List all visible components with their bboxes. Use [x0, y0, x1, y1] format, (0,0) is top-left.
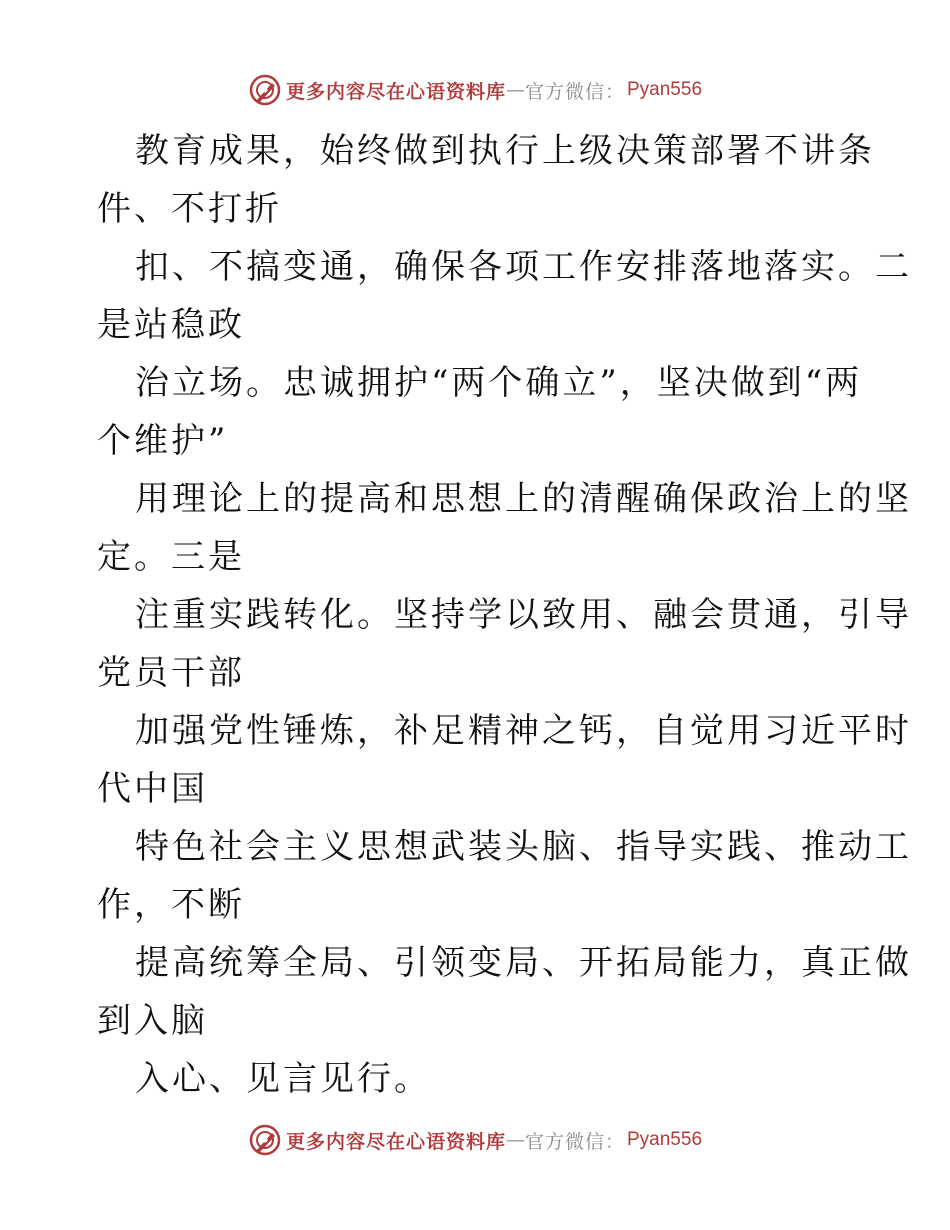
document-body	[97, 122, 912, 1108]
body-line: 教育成果，始终做到执行上级决策部署不讲条	[135, 131, 875, 171]
body-line: 个维护”	[97, 421, 229, 461]
watermark-wechat-id: Pyan556	[627, 79, 703, 100]
footer-watermark	[0, 1120, 950, 1160]
body-line: 定。三是	[97, 537, 245, 577]
body-line: 用理论上的提高和思想上的清醒确保政治上的坚	[135, 479, 912, 519]
body-line: 加强党性锤炼，补足精神之钙，自觉用习近平时	[135, 711, 912, 751]
watermark-brand-text: 更多内容尽在心语资料库	[285, 1130, 506, 1153]
body-line: 扣、不搞变通，确保各项工作安排落地落实。二	[135, 247, 912, 287]
body-line: 入心、见言见行。	[135, 1059, 431, 1099]
watermark-dash: —	[505, 1129, 525, 1151]
brand-logo-icon	[248, 1123, 282, 1157]
watermark-label: 官方微信：	[524, 80, 625, 103]
body-line: 到入脑	[97, 1001, 208, 1041]
body-line: 提高统筹全局、引领变局、开拓局能力，真正做	[135, 943, 912, 983]
header-watermark	[0, 70, 950, 110]
watermark-dash: —	[505, 79, 525, 101]
body-line: 注重实践转化。坚持学以致用、融会贯通，引导	[135, 595, 912, 635]
body-line: 作，不断	[97, 885, 245, 925]
watermark-brand-text: 更多内容尽在心语资料库	[285, 80, 506, 103]
brand-logo-icon	[248, 73, 282, 107]
watermark-wechat-id: Pyan556	[627, 1129, 703, 1150]
body-line: 治立场。忠诚拥护“两个确立”，坚决做到“两	[135, 363, 863, 403]
body-line: 代中国	[97, 769, 208, 809]
body-line: 是站稳政	[97, 305, 245, 345]
body-line: 件、不打折	[97, 189, 282, 229]
body-line: 党员干部	[97, 653, 245, 693]
body-line: 特色社会主义思想武装头脑、指导实践、推动工	[135, 827, 912, 867]
watermark-label: 官方微信：	[524, 1130, 625, 1153]
